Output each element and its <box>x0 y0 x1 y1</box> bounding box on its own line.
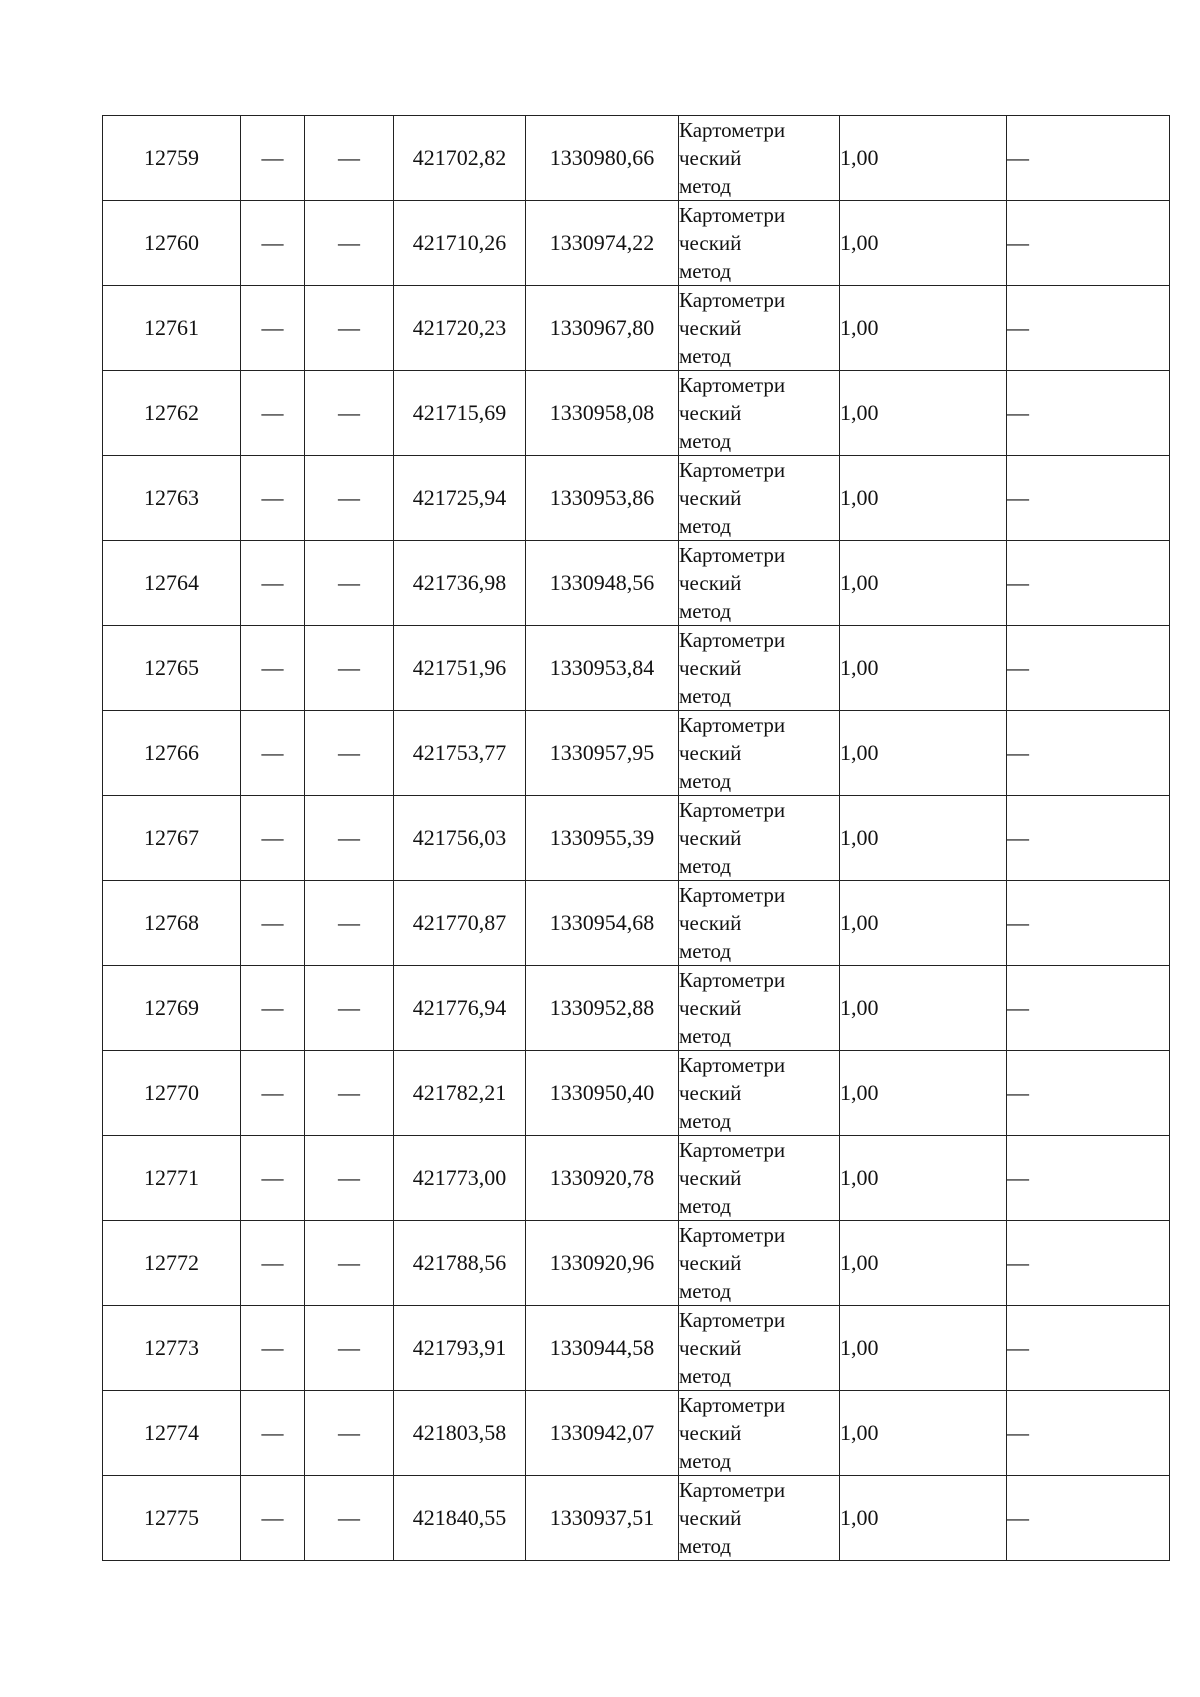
method-text-line: Картометри <box>679 458 786 482</box>
empty-value-cell: — <box>305 456 394 541</box>
table-body <box>103 116 1170 1561</box>
point-number-cell: 12772 <box>103 1221 241 1306</box>
note-cell: — <box>1007 1136 1170 1221</box>
empty-value-cell: — <box>305 116 394 201</box>
x-coordinate-cell: 421725,94 <box>394 456 526 541</box>
note-cell: — <box>1007 286 1170 371</box>
table-row <box>103 1391 1170 1476</box>
method-text-line: Картометри <box>679 203 786 227</box>
y-coordinate-cell: 1330937,51 <box>526 1476 679 1561</box>
note-cell: — <box>1007 626 1170 711</box>
empty-value-cell: — <box>241 201 305 286</box>
accuracy-cell: 1,00 <box>840 881 1007 966</box>
empty-value-cell: — <box>305 881 394 966</box>
method-text-line: ческий <box>679 1336 742 1360</box>
accuracy-cell: 1,00 <box>840 456 1007 541</box>
method-cell <box>679 371 840 456</box>
y-coordinate-cell: 1330954,68 <box>526 881 679 966</box>
point-number-cell: 12766 <box>103 711 241 796</box>
y-coordinate-cell: 1330967,80 <box>526 286 679 371</box>
method-text-line: метод <box>679 1364 732 1388</box>
accuracy-cell: 1,00 <box>840 1306 1007 1391</box>
point-number-cell: 12769 <box>103 966 241 1051</box>
point-number-cell: 12771 <box>103 1136 241 1221</box>
accuracy-cell: 1,00 <box>840 1391 1007 1476</box>
method-text-line: Картометри <box>679 883 786 907</box>
empty-value-cell: — <box>241 286 305 371</box>
point-number-cell: 12775 <box>103 1476 241 1561</box>
accuracy-cell: 1,00 <box>840 711 1007 796</box>
y-coordinate-cell: 1330944,58 <box>526 1306 679 1391</box>
method-text-line: ческий <box>679 1506 742 1530</box>
note-cell: — <box>1007 456 1170 541</box>
point-number-cell: 12763 <box>103 456 241 541</box>
method-text-line: Картометри <box>679 118 786 142</box>
y-coordinate-cell: 1330957,95 <box>526 711 679 796</box>
accuracy-cell: 1,00 <box>840 201 1007 286</box>
note-cell: — <box>1007 116 1170 201</box>
note-cell: — <box>1007 711 1170 796</box>
method-text-line: ческий <box>679 1421 742 1445</box>
note-cell: — <box>1007 796 1170 881</box>
method-text-line: Картометри <box>679 1393 786 1417</box>
y-coordinate-cell: 1330920,96 <box>526 1221 679 1306</box>
empty-value-cell: — <box>241 456 305 541</box>
table-row <box>103 881 1170 966</box>
y-coordinate-cell: 1330948,56 <box>526 541 679 626</box>
method-text-line: Картометри <box>679 1308 786 1332</box>
empty-value-cell: — <box>305 711 394 796</box>
empty-value-cell: — <box>241 371 305 456</box>
empty-value-cell: — <box>241 116 305 201</box>
method-text-line: метод <box>679 1024 732 1048</box>
method-text-line: ческий <box>679 996 742 1020</box>
point-number-cell: 12761 <box>103 286 241 371</box>
table-row <box>103 711 1170 796</box>
x-coordinate-cell: 421751,96 <box>394 626 526 711</box>
empty-value-cell: — <box>241 711 305 796</box>
note-cell: — <box>1007 966 1170 1051</box>
table-row <box>103 1221 1170 1306</box>
accuracy-cell: 1,00 <box>840 371 1007 456</box>
method-text-line: Картометри <box>679 798 786 822</box>
empty-value-cell: — <box>305 371 394 456</box>
method-cell <box>679 1136 840 1221</box>
table-row <box>103 1136 1170 1221</box>
method-text-line: Картометри <box>679 1478 786 1502</box>
coordinates-table <box>102 115 1170 1561</box>
method-cell <box>679 1051 840 1136</box>
accuracy-cell: 1,00 <box>840 626 1007 711</box>
note-cell: — <box>1007 1306 1170 1391</box>
x-coordinate-cell: 421770,87 <box>394 881 526 966</box>
method-text-line: метод <box>679 854 732 878</box>
method-text-line: ческий <box>679 486 742 510</box>
x-coordinate-cell: 421793,91 <box>394 1306 526 1391</box>
empty-value-cell: — <box>305 201 394 286</box>
method-text-line: Картометри <box>679 713 786 737</box>
empty-value-cell: — <box>305 1051 394 1136</box>
note-cell: — <box>1007 1221 1170 1306</box>
method-text-line: ческий <box>679 571 742 595</box>
note-cell: — <box>1007 1051 1170 1136</box>
point-number-cell: 12764 <box>103 541 241 626</box>
y-coordinate-cell: 1330974,22 <box>526 201 679 286</box>
method-text-line: ческий <box>679 146 742 170</box>
x-coordinate-cell: 421788,56 <box>394 1221 526 1306</box>
method-text-line: метод <box>679 514 732 538</box>
empty-value-cell: — <box>305 1391 394 1476</box>
method-text-line: метод <box>679 429 732 453</box>
method-cell <box>679 1476 840 1561</box>
method-cell <box>679 286 840 371</box>
point-number-cell: 12759 <box>103 116 241 201</box>
point-number-cell: 12762 <box>103 371 241 456</box>
method-text-line: ческий <box>679 401 742 425</box>
method-text-line: Картометри <box>679 543 786 567</box>
table-row <box>103 116 1170 201</box>
method-text-line: метод <box>679 1109 732 1133</box>
note-cell: — <box>1007 541 1170 626</box>
method-text-line: метод <box>679 939 732 963</box>
empty-value-cell: — <box>241 1391 305 1476</box>
empty-value-cell: — <box>241 966 305 1051</box>
accuracy-cell: 1,00 <box>840 796 1007 881</box>
empty-value-cell: — <box>241 1306 305 1391</box>
note-cell: — <box>1007 1391 1170 1476</box>
x-coordinate-cell: 421710,26 <box>394 201 526 286</box>
y-coordinate-cell: 1330942,07 <box>526 1391 679 1476</box>
method-text-line: ческий <box>679 826 742 850</box>
accuracy-cell: 1,00 <box>840 1136 1007 1221</box>
x-coordinate-cell: 421702,82 <box>394 116 526 201</box>
empty-value-cell: — <box>241 541 305 626</box>
x-coordinate-cell: 421736,98 <box>394 541 526 626</box>
x-coordinate-cell: 421776,94 <box>394 966 526 1051</box>
method-text-line: Картометри <box>679 373 786 397</box>
method-text-line: метод <box>679 1194 732 1218</box>
table-row <box>103 541 1170 626</box>
method-text-line: ческий <box>679 1251 742 1275</box>
method-text-line: Картометри <box>679 968 786 992</box>
empty-value-cell: — <box>305 796 394 881</box>
note-cell: — <box>1007 201 1170 286</box>
method-text-line: метод <box>679 1449 732 1473</box>
note-cell: — <box>1007 1476 1170 1561</box>
empty-value-cell: — <box>241 881 305 966</box>
method-text-line: Картометри <box>679 1053 786 1077</box>
method-text-line: ческий <box>679 316 742 340</box>
method-cell <box>679 201 840 286</box>
table-row <box>103 371 1170 456</box>
method-text-line: Картометри <box>679 1223 786 1247</box>
x-coordinate-cell: 421753,77 <box>394 711 526 796</box>
empty-value-cell: — <box>241 1221 305 1306</box>
empty-value-cell: — <box>241 796 305 881</box>
method-cell <box>679 456 840 541</box>
empty-value-cell: — <box>305 286 394 371</box>
empty-value-cell: — <box>305 626 394 711</box>
x-coordinate-cell: 421720,23 <box>394 286 526 371</box>
method-cell <box>679 1221 840 1306</box>
method-text-line: Картометри <box>679 628 786 652</box>
table-row <box>103 286 1170 371</box>
note-cell: — <box>1007 371 1170 456</box>
accuracy-cell: 1,00 <box>840 541 1007 626</box>
accuracy-cell: 1,00 <box>840 1221 1007 1306</box>
empty-value-cell: — <box>305 1476 394 1561</box>
method-text-line: метод <box>679 769 732 793</box>
y-coordinate-cell: 1330955,39 <box>526 796 679 881</box>
empty-value-cell: — <box>241 1051 305 1136</box>
accuracy-cell: 1,00 <box>840 286 1007 371</box>
accuracy-cell: 1,00 <box>840 1476 1007 1561</box>
method-text-line: метод <box>679 684 732 708</box>
method-cell <box>679 541 840 626</box>
point-number-cell: 12770 <box>103 1051 241 1136</box>
table-row <box>103 796 1170 881</box>
table-row <box>103 966 1170 1051</box>
y-coordinate-cell: 1330952,88 <box>526 966 679 1051</box>
x-coordinate-cell: 421715,69 <box>394 371 526 456</box>
method-text-line: ческий <box>679 911 742 935</box>
method-text-line: ческий <box>679 1166 742 1190</box>
empty-value-cell: — <box>305 1136 394 1221</box>
point-number-cell: 12760 <box>103 201 241 286</box>
empty-value-cell: — <box>241 626 305 711</box>
method-cell <box>679 116 840 201</box>
x-coordinate-cell: 421773,00 <box>394 1136 526 1221</box>
method-text-line: метод <box>679 599 732 623</box>
method-text-line: ческий <box>679 656 742 680</box>
method-text-line: метод <box>679 1534 732 1558</box>
empty-value-cell: — <box>305 966 394 1051</box>
x-coordinate-cell: 421803,58 <box>394 1391 526 1476</box>
y-coordinate-cell: 1330958,08 <box>526 371 679 456</box>
point-number-cell: 12765 <box>103 626 241 711</box>
table-row <box>103 1051 1170 1136</box>
y-coordinate-cell: 1330953,86 <box>526 456 679 541</box>
empty-value-cell: — <box>305 1306 394 1391</box>
x-coordinate-cell: 421756,03 <box>394 796 526 881</box>
x-coordinate-cell: 421840,55 <box>394 1476 526 1561</box>
empty-value-cell: — <box>241 1476 305 1561</box>
accuracy-cell: 1,00 <box>840 1051 1007 1136</box>
method-text-line: метод <box>679 344 732 368</box>
table-row <box>103 456 1170 541</box>
method-cell <box>679 711 840 796</box>
accuracy-cell: 1,00 <box>840 116 1007 201</box>
method-text-line: метод <box>679 1279 732 1303</box>
point-number-cell: 12768 <box>103 881 241 966</box>
method-cell <box>679 881 840 966</box>
method-text-line: метод <box>679 174 732 198</box>
y-coordinate-cell: 1330980,66 <box>526 116 679 201</box>
note-cell: — <box>1007 881 1170 966</box>
y-coordinate-cell: 1330920,78 <box>526 1136 679 1221</box>
table-row <box>103 626 1170 711</box>
table-row <box>103 1476 1170 1561</box>
x-coordinate-cell: 421782,21 <box>394 1051 526 1136</box>
method-text-line: ческий <box>679 231 742 255</box>
method-text-line: метод <box>679 259 732 283</box>
method-cell <box>679 626 840 711</box>
method-text-line: ческий <box>679 1081 742 1105</box>
empty-value-cell: — <box>305 1221 394 1306</box>
empty-value-cell: — <box>241 1136 305 1221</box>
table-row <box>103 201 1170 286</box>
table-row <box>103 1306 1170 1391</box>
method-cell <box>679 1306 840 1391</box>
point-number-cell: 12767 <box>103 796 241 881</box>
accuracy-cell: 1,00 <box>840 966 1007 1051</box>
method-text-line: Картометри <box>679 288 786 312</box>
method-cell <box>679 796 840 881</box>
method-text-line: Картометри <box>679 1138 786 1162</box>
method-cell <box>679 1391 840 1476</box>
point-number-cell: 12773 <box>103 1306 241 1391</box>
method-cell <box>679 966 840 1051</box>
y-coordinate-cell: 1330953,84 <box>526 626 679 711</box>
y-coordinate-cell: 1330950,40 <box>526 1051 679 1136</box>
empty-value-cell: — <box>305 541 394 626</box>
method-text-line: ческий <box>679 741 742 765</box>
point-number-cell: 12774 <box>103 1391 241 1476</box>
